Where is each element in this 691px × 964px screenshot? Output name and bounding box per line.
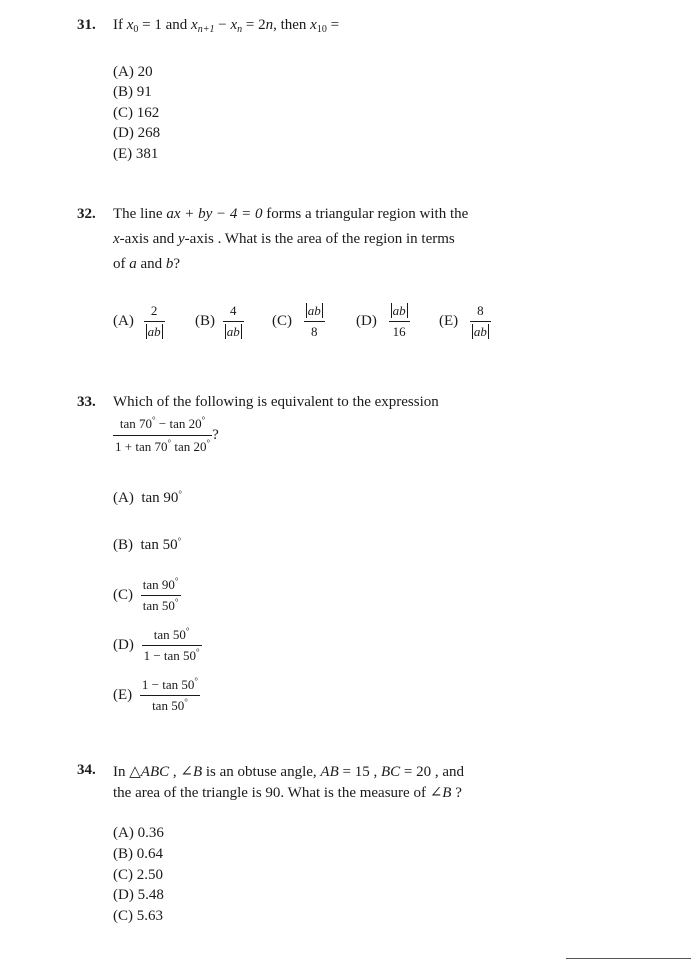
question-34-stem-line-2: the area of the triangle is 90. What is the measure of ∠B ? — [113, 785, 462, 801]
question-31-stem: If $x_0 = 1$ and $x_{n+1} - x_n = 2n$, then $x_{10}$ = — [113, 17, 340, 35]
question-31-option-e[interactable]: (E) 381 — [113, 146, 159, 162]
question-34-option-b[interactable]: (B) 0.64 — [113, 846, 163, 862]
question-33-option-a[interactable]: (A) tan 90° — [113, 489, 183, 506]
question-34-stem-line-1: In △ABC , ∠B is an obtuse angle, AB = 15 , BC = 20 , and — [113, 764, 465, 780]
question-31-option-a[interactable]: (A) 20 — [113, 64, 153, 80]
fraction: $\frac{\tan 50^\circ}{1 - \tan 50^\circ}$ — [143, 626, 200, 663]
fraction: $\frac{\tan 70^\circ - \tan 20^\circ}{1 + \tan 70^\circ \tan 20^\circ}$ — [115, 415, 211, 454]
question-32-option-d[interactable]: (D) $\frac{ab}{16}$ — [356, 303, 410, 340]
question-34-number: 34. — [77, 762, 96, 778]
question-32-option-a[interactable]: (A) $\frac{2}{ab}$ — [113, 303, 165, 340]
fraction: $\frac{8}{ab}$ — [470, 303, 491, 340]
question-33-expression: $\frac{\tan 70^\circ - \tan 20^\circ}{1 + \tan 70^\circ \tan 20^\circ}$ ? — [115, 415, 219, 454]
question-32-stem-line-2: x-axis and y-axis . What is the area of the region in terms — [113, 231, 455, 247]
question-33-option-c[interactable]: (C) $\frac{\tan 90^\circ}{\tan 50^\circ}$ — [113, 576, 179, 613]
question-34-option-d[interactable]: (D) 5.48 — [113, 887, 164, 903]
fraction: $\frac{2}{ab}$ — [144, 303, 165, 340]
question-32-option-e[interactable]: (E) $\frac{8}{ab}$ — [439, 303, 491, 340]
question-31-number: 31. — [77, 17, 96, 33]
question-32-stem-line-3: of a and b? — [113, 256, 181, 272]
question-33-option-e[interactable]: (E) $\frac{1 - \tan 50^\circ}{\tan 50^\circ}$ — [113, 676, 198, 713]
fraction: $\frac{1 - \tan 50^\circ}{\tan 50^\circ}$ — [141, 676, 198, 713]
fraction: $\frac{4}{ab}$ — [223, 303, 244, 340]
question-34-option-e[interactable]: (C) 5.63 — [113, 908, 163, 924]
question-31-option-b[interactable]: (B) 91 — [113, 84, 152, 100]
question-32-stem-line-1: The line ax + by − 4 = 0 forms a triangular region with the — [113, 206, 469, 222]
question-32-number: 32. — [77, 206, 96, 222]
question-34-option-c[interactable]: (C) 2.50 — [113, 867, 163, 883]
question-33-option-b[interactable]: (B) tan 50° — [113, 536, 182, 553]
question-34-option-a[interactable]: (A) 0.36 — [113, 825, 164, 841]
fraction: $\frac{ab}{8}$ — [304, 303, 325, 340]
question-32-option-c[interactable]: (C) $\frac{ab}{8}$ — [272, 303, 325, 340]
question-33-option-d[interactable]: (D) $\frac{\tan 50^\circ}{1 - \tan 50^\circ}$ — [113, 626, 200, 663]
question-31-option-d[interactable]: (D) 268 — [113, 125, 161, 141]
question-31-option-c[interactable]: (C) 162 — [113, 105, 160, 121]
question-33-stem: Which of the following is equivalent to the expression — [113, 394, 439, 410]
fraction: $\frac{ab}{16}$ — [389, 303, 410, 340]
question-33-number: 33. — [77, 394, 96, 410]
question-32-option-b[interactable]: (B) $\frac{4}{ab}$ — [195, 303, 244, 340]
page-divider — [566, 958, 691, 959]
fraction: $\frac{\tan 90^\circ}{\tan 50^\circ}$ — [142, 576, 179, 613]
